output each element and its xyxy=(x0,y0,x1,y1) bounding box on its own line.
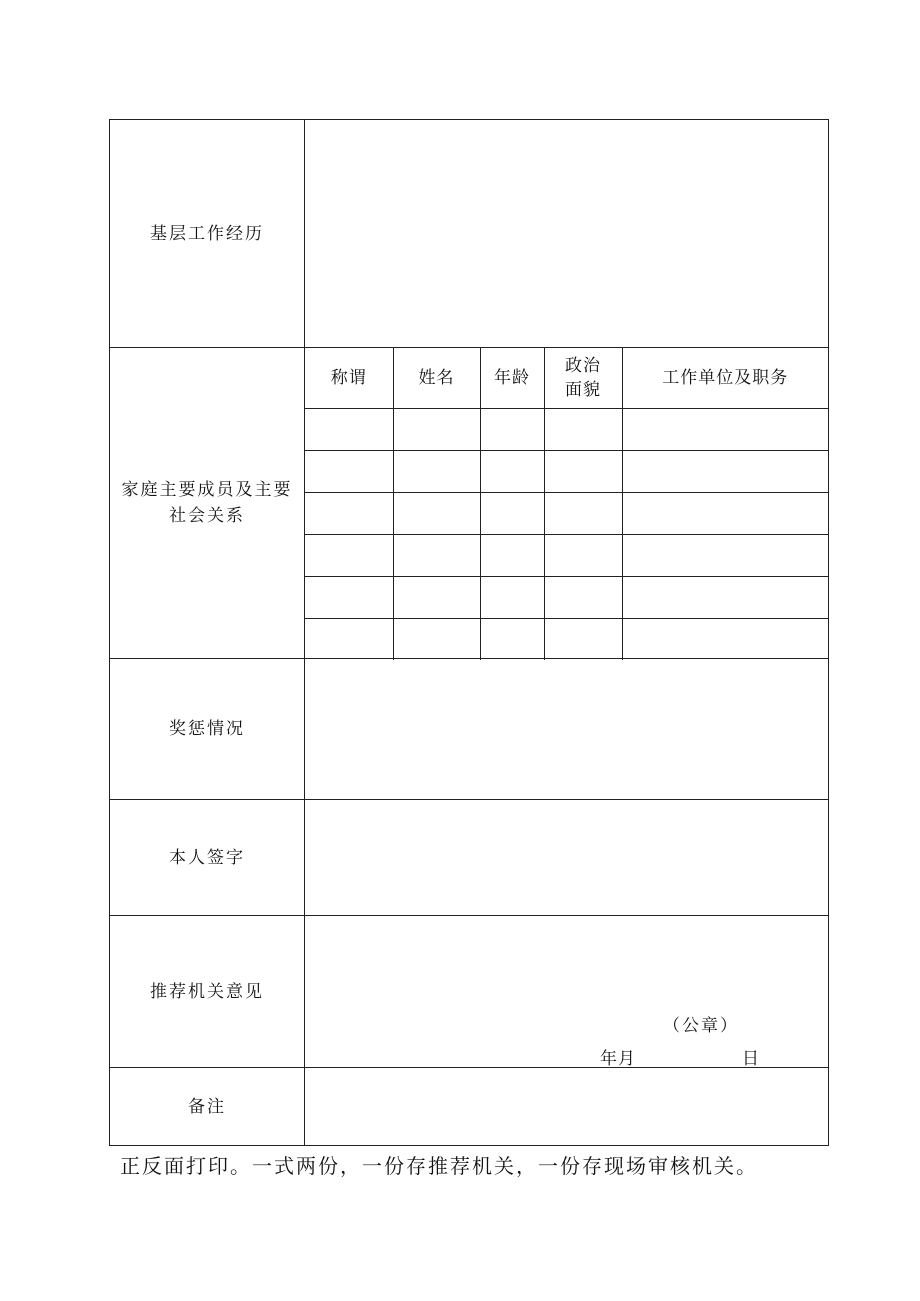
header-political-status: 政治面貌 xyxy=(544,348,622,409)
remarks-label: 备注 xyxy=(110,1068,305,1145)
family-table-row xyxy=(305,493,828,535)
family-table-row xyxy=(305,451,828,493)
family-table-cell[interactable] xyxy=(305,535,393,577)
signature-label: 本人签字 xyxy=(110,800,305,915)
remarks-field[interactable] xyxy=(305,1068,828,1145)
footnote: 正反面打印。一式两份，一份存推荐机关，一份存现场审核机关。 xyxy=(120,1154,758,1178)
family-table-cell[interactable] xyxy=(622,493,828,535)
family-table-cell[interactable] xyxy=(622,577,828,619)
recommendation-label: 推荐机关意见 xyxy=(110,916,305,1067)
family-table-cell[interactable] xyxy=(305,409,393,451)
family-table-cell[interactable] xyxy=(393,619,480,661)
rewards-label: 奖惩情况 xyxy=(110,659,305,799)
family-table-cell[interactable] xyxy=(393,451,480,493)
family-label: 家庭主要成员及主要社会关系 xyxy=(121,480,293,526)
signature-row xyxy=(110,800,828,916)
family-table-cell[interactable] xyxy=(305,493,393,535)
family-table-cell[interactable] xyxy=(622,409,828,451)
family-table-cell xyxy=(305,348,828,658)
family-table xyxy=(305,348,828,660)
family-table-header xyxy=(305,348,828,409)
family-table-cell[interactable] xyxy=(480,409,544,451)
family-row xyxy=(110,348,828,659)
date-year-month: 年月 xyxy=(600,1049,636,1069)
date-day: 日 xyxy=(742,1049,759,1069)
header-relation: 称谓 xyxy=(305,348,393,409)
grassroots-experience-row xyxy=(110,120,828,348)
family-table-row xyxy=(305,619,828,661)
family-table-cell[interactable] xyxy=(393,577,480,619)
family-table-cell[interactable] xyxy=(480,451,544,493)
family-table-cell[interactable] xyxy=(622,451,828,493)
family-table-cell[interactable] xyxy=(480,535,544,577)
grassroots-experience-label: 基层工作经历 xyxy=(110,120,305,347)
family-table-cell[interactable] xyxy=(393,493,480,535)
family-table-cell[interactable] xyxy=(544,409,622,451)
family-table-cell[interactable] xyxy=(480,619,544,661)
grassroots-experience-field[interactable] xyxy=(305,120,828,347)
header-name: 姓名 xyxy=(393,348,480,409)
recommendation-field[interactable] xyxy=(305,916,828,1067)
family-table-cell[interactable] xyxy=(544,535,622,577)
family-table-cell[interactable] xyxy=(544,577,622,619)
family-table-row xyxy=(305,535,828,577)
application-form xyxy=(109,119,829,1146)
family-table-cell[interactable] xyxy=(393,409,480,451)
family-table-cell[interactable] xyxy=(305,577,393,619)
recommendation-row xyxy=(110,916,828,1068)
rewards-row xyxy=(110,659,828,800)
header-age: 年龄 xyxy=(480,348,544,409)
family-table-cell[interactable] xyxy=(393,535,480,577)
remarks-row xyxy=(110,1068,828,1145)
signature-field[interactable] xyxy=(305,800,828,915)
family-table-cell[interactable] xyxy=(544,451,622,493)
family-table-row xyxy=(305,577,828,619)
family-table-cell[interactable] xyxy=(544,493,622,535)
family-table-cell[interactable] xyxy=(305,451,393,493)
family-table-cell[interactable] xyxy=(305,619,393,661)
family-table-cell[interactable] xyxy=(622,619,828,661)
family-table-cell[interactable] xyxy=(544,619,622,661)
family-label-cell xyxy=(110,348,305,658)
family-table-row xyxy=(305,409,828,451)
family-table-cell[interactable] xyxy=(622,535,828,577)
rewards-field[interactable] xyxy=(305,659,828,799)
family-table-cell[interactable] xyxy=(480,577,544,619)
family-table-cell[interactable] xyxy=(480,493,544,535)
official-seal-text: （公章） xyxy=(663,1016,739,1036)
header-work-unit: 工作单位及职务 xyxy=(622,348,828,409)
